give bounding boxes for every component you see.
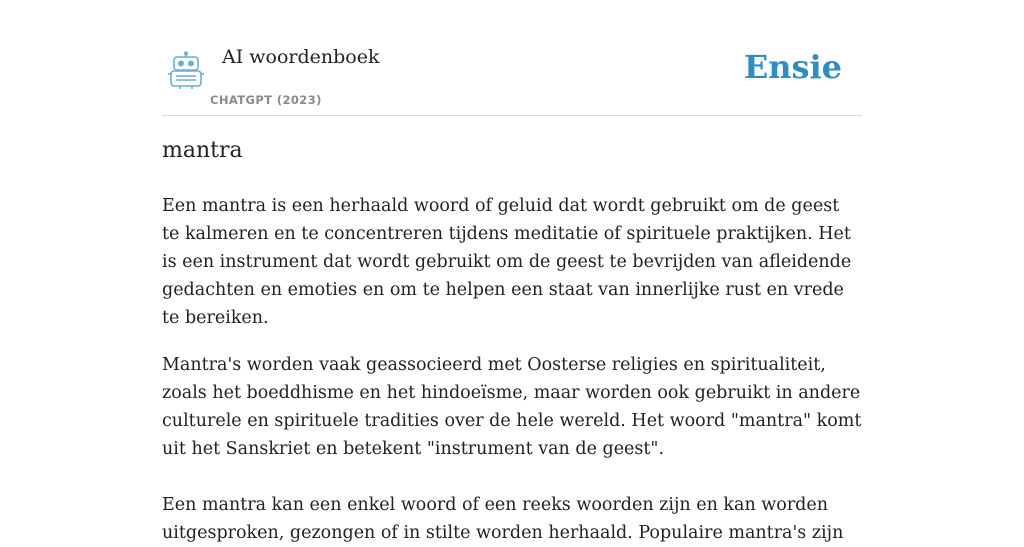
- definition-paragraph: Mantra's worden vaak geassocieerd met Oosterse religies en spiritualiteit, zoals het boeddhisme en het hindoeïsme, maar worden ook gebruikt in andere culturele en spirituele tradities over de hele wereld. Het woord "mantra" komt uit het Sanskriet en betekent "instrument van de geest".: [162, 355, 862, 459]
- source-subtitle: CHATGPT (2023): [210, 93, 322, 107]
- definition-paragraph: Een mantra kan een enkel woord of een reeks woorden zijn en kan worden uitgesproken, gezongen of in stilte worden herhaald. Populaire mantra's zijn: [162, 495, 844, 543]
- robot-icon: [166, 52, 206, 90]
- entry-definition: [162, 192, 862, 547]
- entry-term: mantra: [162, 138, 243, 163]
- ensie-logo-link[interactable]: Ensie: [743, 48, 842, 86]
- definition-paragraph: Een mantra is een herhaald woord of geluid dat wordt gebruikt om de geest te kalmeren en te concentreren tijdens meditatie of spirituele praktijken. Het is een instrument dat wordt gebruikt om de geest te bevrijden van afleidende gedachten en emoties en om te helpen een staat van innerlijke rust en vrede te bereiken.: [162, 196, 852, 328]
- source-title[interactable]: AI woordenboek: [222, 46, 380, 68]
- source-header: [162, 40, 862, 116]
